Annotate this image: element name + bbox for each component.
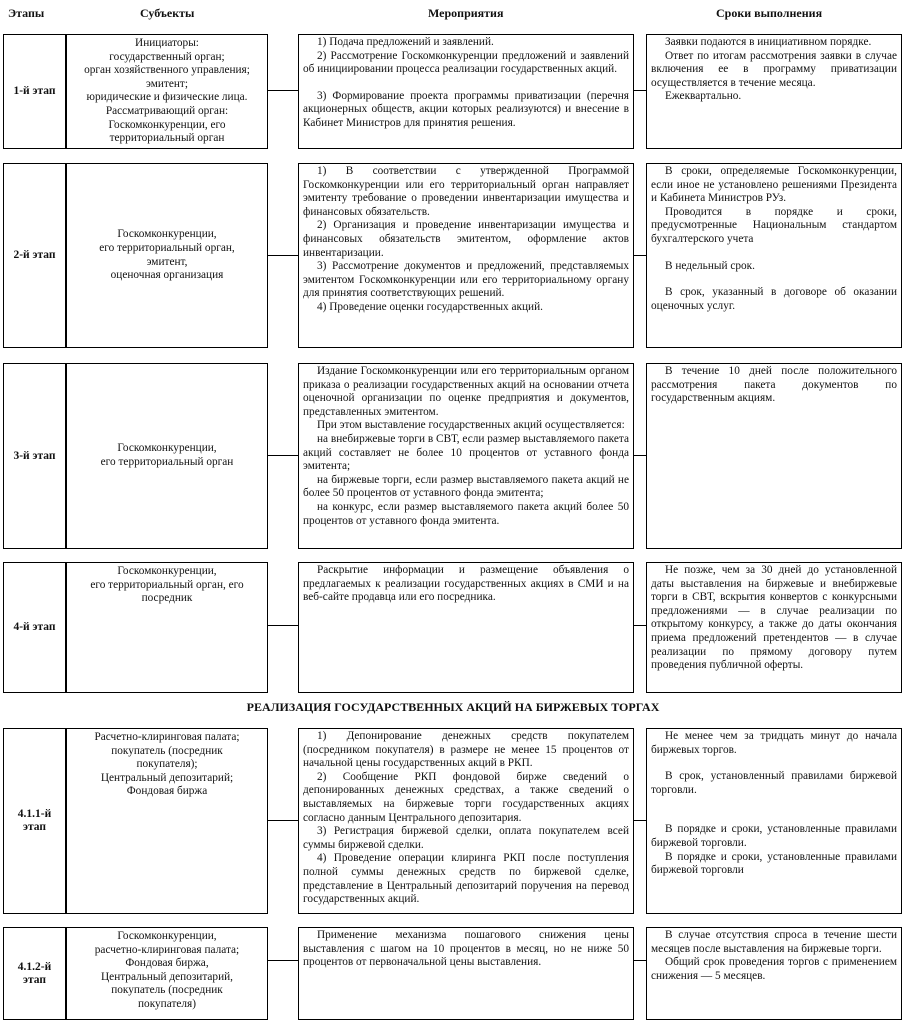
header-stage: Этапы <box>8 6 45 20</box>
header-measures: Мероприятия <box>428 6 504 20</box>
substage-412-subjects: Госкомконкуренции, расчетно-клиринговая палата; Фондовая биржа, Центральный депозитарий, покупатель (посредник покупателя) <box>66 927 268 1020</box>
stage-1-label: 1-й этап <box>3 34 66 149</box>
stage-2-subjects: Госкомконкуренции, его территориальный орган, эмитент, оценочная организация <box>66 163 268 348</box>
substage-411-label: 4.1.1-й этап <box>3 728 66 914</box>
stage-3-connector <box>268 455 298 456</box>
stage-3-subjects: Госкомконкуренции, его территориальный орган <box>66 363 268 549</box>
stage-1-connector <box>268 90 298 91</box>
stage-1-subjects: Инициаторы: государственный орган; орган хозяйственного управления; эмитент; юридические и физические лица. Рассматривающий орган: Госкомконкуренции, его территориальный орган <box>66 34 268 149</box>
stage-3-connector-2 <box>634 455 646 456</box>
stage-4-connector <box>268 625 298 626</box>
substage-411-measures: 1) Депонирование денежных средств покупателем (посредником покупателя) в размере не менее 15 процентов от начальной цены государственных акций в РКП. 2) Сообщение РКП фондовой бирже сведений о депонированных денежных средствах, а также сведений о выставляемых на биржевые торги государственных акциях согласно данным Центрального депозитария. 3) Регистрация биржевой сделки, оплата покупателем всей суммы биржевой сделки. 4) Проведение операции клиринга РКП после поступления полной суммы денежных средств по биржевой сделке, представление в Центральный депозитарий поручения на перевод государственных акций. <box>298 728 634 914</box>
stage-3-measures: Издание Госкомконкуренции или его территориальным органом приказа о реализации государственных акций на основании отчета оценочной организации по оценке предприятия и документов, представленных эмитентом. При этом выставление государственных акций осуществляется: на внебиржевые торги в СВТ, если размер выставляемого пакета акций составляет не более 10 процентов от уставного фонда эмитента; на биржевые торги, если размер выставляемого пакета акций не более 50 процентов от уставного фонда эмитента; на конкурс, если размер выставляемого пакета акций более 50 процентов от уставного фонда эмитента. <box>298 363 634 549</box>
stage-2-connector-2 <box>634 255 646 256</box>
stage-3-terms: В течение 10 дней после положительного рассмотрения пакета документов по государственным акциям. <box>646 363 902 549</box>
stage-4-label: 4-й этап <box>3 562 66 693</box>
substage-412-measures: Применение механизма пошагового снижения цены выставления с шагом на 10 процентов в месяц, но не ниже 50 процентов от первоначальной цены выставления. <box>298 927 634 1020</box>
stage-2-label: 2-й этап <box>3 163 66 348</box>
stage-4-terms: Не позже, чем за 30 дней до установленной даты выставления на биржевые и внебиржевые торги в СВТ, вскрытия конвертов с конкурсными предложениями — в случае реализации по открытому конкурсу, а также до даты окончания приема предложений претендентов — в случае реализации по прямому договору путем проведения публичной оферты. <box>646 562 902 693</box>
substage-411-connector <box>268 820 298 821</box>
header-subjects: Субъекты <box>140 6 195 20</box>
substage-412-terms: В случае отсутствия спроса в течение шести месяцев после выставления на биржевые торги. Общий срок проведения торгов с применением снижения — 5 месяцев. <box>646 927 902 1020</box>
stage-1-measures: 1) Подача предложений и заявлений. 2) Рассмотрение Госкомконкуренции предложений и заявлений об инициировании процесса реализации государственных акций. 3) Формирование проекта программы приватизации (перечня акционерных обществ, акции которых реализуются) и внесение в Кабинет Министров для принятия решения. <box>298 34 634 149</box>
stage-1-connector-2 <box>634 90 646 91</box>
section-title: РЕАЛИЗАЦИЯ ГОСУДАРСТВЕННЫХ АКЦИЙ НА БИРЖЕВЫХ ТОРГАХ <box>246 700 660 714</box>
stage-1-terms: Заявки подаются в инициативном порядке. Ответ по итогам рассмотрения заявки в случае включения ее в программу приватизации осуществляется в течение месяца. Ежеквартально. <box>646 34 902 149</box>
substage-411-terms: Не менее чем за тридцать минут до начала биржевых торгов. В срок, установленный правилами биржевой торговли. В порядке и сроки, установленные правилами биржевой торговли. В порядке и сроки, установленные правилами биржевой торговли <box>646 728 902 914</box>
substage-411-connector-2 <box>634 820 646 821</box>
substage-412-connector-2 <box>634 960 646 961</box>
stage-4-measures: Раскрытие информации и размещение объявления о предлагаемых к реализации государственных акциях в СМИ и на веб-сайте продавца или его посредника. <box>298 562 634 693</box>
substage-412-connector <box>268 960 298 961</box>
stage-3-label: 3-й этап <box>3 363 66 549</box>
stage-2-terms: В сроки, определяемые Госкомконкуренции, если иное не установлено решениями Президента и Кабинета Министров РУз. Проводится в порядке и сроки, предусмотренные Национальным стандартом бухгалтерского учета В недельный срок. В срок, указанный в договоре об оказании оценочных услуг. <box>646 163 902 348</box>
header-terms: Сроки выполнения <box>716 6 823 20</box>
stage-4-connector-2 <box>634 625 646 626</box>
stage-4-subjects: Госкомконкуренции, его территориальный орган, его посредник <box>66 562 268 693</box>
stage-2-connector <box>268 255 298 256</box>
substage-411-subjects: Расчетно-клиринговая палата; покупатель (посредник покупателя); Центральный депозитарий; Фондовая биржа <box>66 728 268 914</box>
substage-412-label: 4.1.2-й этап <box>3 927 66 1020</box>
stage-2-measures: 1) В соответствии с утвержденной Программой Госкомконкуренции или его территориальный орган направляет эмитенту требование о проведении инвентаризации имущества и финансовых обязательств. 2) Организация и проведение инвентаризации имущества и финансовых обязательств эмитентом, оформление актов инвентаризации. 3) Рассмотрение документов и предложений, представляемых эмитентом Госкомконкуренции или его территориальному органу для принятия соответствующих решений. 4) Проведение оценки государственных акций. <box>298 163 634 348</box>
